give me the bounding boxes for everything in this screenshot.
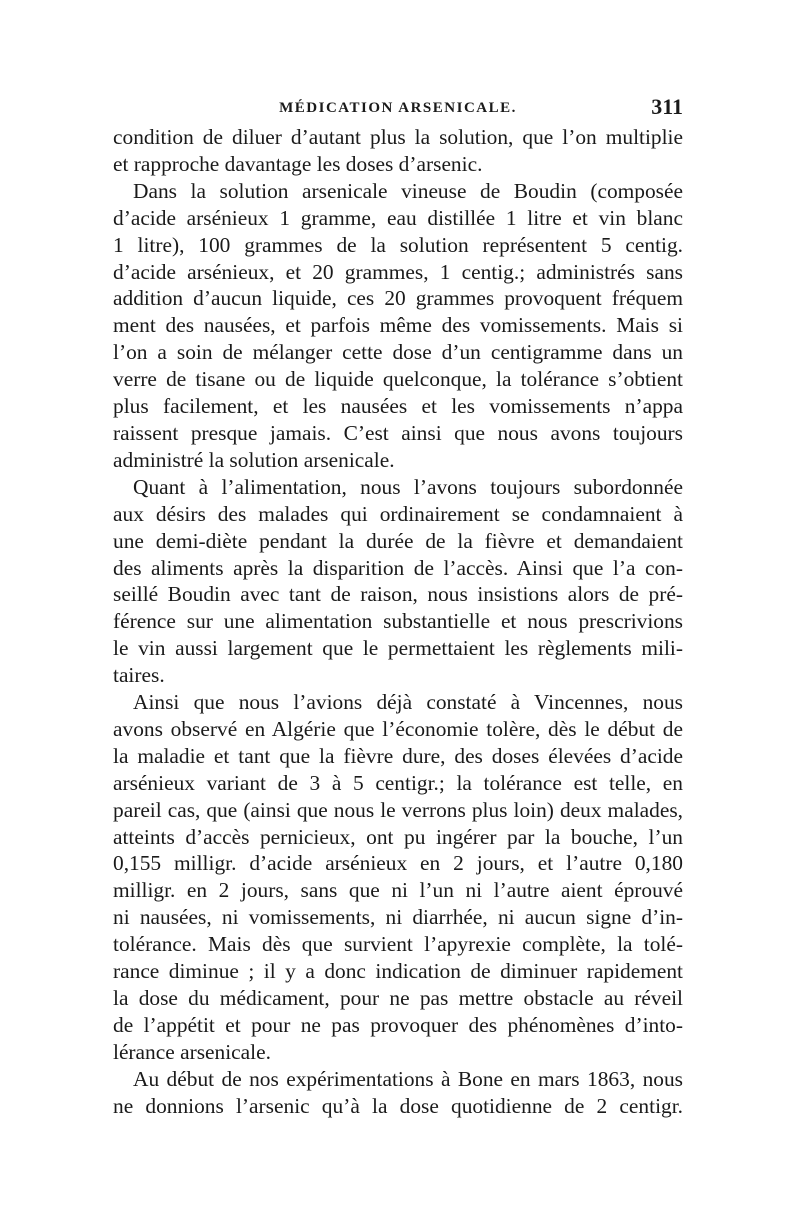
page-number: 311 <box>651 94 683 119</box>
text-line: Quant à l’alimentation, nous l’avons toujours subordonnée <box>133 474 683 499</box>
text-line: avons observé en Algérie que l’économie tolère, dès le début de <box>113 716 683 741</box>
text-line: une demi-diète pendant la durée de la fièvre et demandaient <box>113 528 683 553</box>
text-line: ni nausées, ni vomissements, ni diarrhée, ni aucun signe d’in- <box>113 905 683 930</box>
text-line: rance diminue ; il y a donc indication de diminuer rapidement <box>113 959 683 984</box>
text-line: pareil cas, que (ainsi que nous le verrons plus loin) deux malades, <box>113 797 683 822</box>
text-line: la dose du médicament, pour ne pas mettre obstacle au réveil <box>113 986 683 1010</box>
text-line: d’acide arsénieux, et 20 grammes, 1 centig.; administrés sans <box>113 259 683 284</box>
text-line: ment des nausées, et parfois même des vomissements. Mais si <box>113 313 683 338</box>
text-line: addition d’aucun liquide, ces 20 grammes provoquent fréquem <box>113 286 683 311</box>
text-line: Au début de nos expérimentations à Bone en mars 1863, nous <box>133 1066 683 1091</box>
text-line: des aliments après la disparition de l’accès. Ainsi que l’a con- <box>113 555 683 580</box>
book-page <box>113 94 683 1120</box>
text-line: condition de diluer d’autant plus la solution, que l’on multiplie <box>113 125 683 149</box>
text-line: l’on a soin de mélanger cette dose d’un centigramme dans un <box>113 340 683 365</box>
text-line: lérance arsenicale. <box>113 1039 271 1064</box>
text-line: ne donnions l’arsenic qu’à la dose quotidienne de 2 centigr. <box>113 1093 683 1118</box>
text-line: raissent presque jamais. C’est ainsi que nous avons toujours <box>113 420 683 445</box>
text-line: d’acide arsénieux 1 gramme, eau distillée 1 litre et vin blanc <box>113 205 683 230</box>
text-line: Ainsi que nous l’avions déjà constaté à Vincennes, nous <box>133 690 683 715</box>
running-title: MÉDICATION ARSENICALE. <box>279 100 517 116</box>
text-line: le vin aussi largement que le permettaient les règlements mili- <box>113 636 683 661</box>
text-line: de l’appétit et pour ne pas provoquer des phénomènes d’into- <box>113 1012 683 1037</box>
text-line: 1 litre), 100 grammes de la solution représentent 5 centig. <box>113 232 683 257</box>
text-line: taires. <box>113 663 165 688</box>
body-text <box>113 124 683 1120</box>
text-line: administré la solution arsenicale. <box>113 447 395 472</box>
text-line: tolérance. Mais dès que survient l’apyrexie complète, la tolé- <box>113 932 683 957</box>
text-line: et rapproche davantage les doses d’arsenic. <box>113 151 483 176</box>
text-line: arsénieux variant de 3 à 5 centigr.; la tolérance est telle, en <box>113 770 683 795</box>
text-line: férence sur une alimentation substantielle et nous prescrivions <box>113 609 683 634</box>
text-line: aux désirs des malades qui ordinairement se condamnaient à <box>113 501 683 526</box>
text-line: Dans la solution arsenicale vineuse de Boudin (composée <box>133 178 683 203</box>
text-line: plus facilement, et les nausées et les vomissements n’appa <box>113 394 683 419</box>
text-line: la maladie et tant que la fièvre dure, des doses élevées d’acide <box>113 743 683 768</box>
text-line: milligr. en 2 jours, sans que ni l’un ni l’autre aient éprouvé <box>113 878 683 903</box>
text-line: seillé Boudin avec tant de raison, nous insistions alors de pré- <box>113 582 683 607</box>
running-header <box>113 94 683 124</box>
text-line: verre de tisane ou de liquide quelconque, la tolérance s’obtient <box>113 367 683 392</box>
text-line: 0,155 milligr. d’acide arsénieux en 2 jours, et l’autre 0,180 <box>113 851 683 876</box>
text-line: atteints d’accès pernicieux, ont pu ingérer par la bouche, l’un <box>113 824 683 849</box>
